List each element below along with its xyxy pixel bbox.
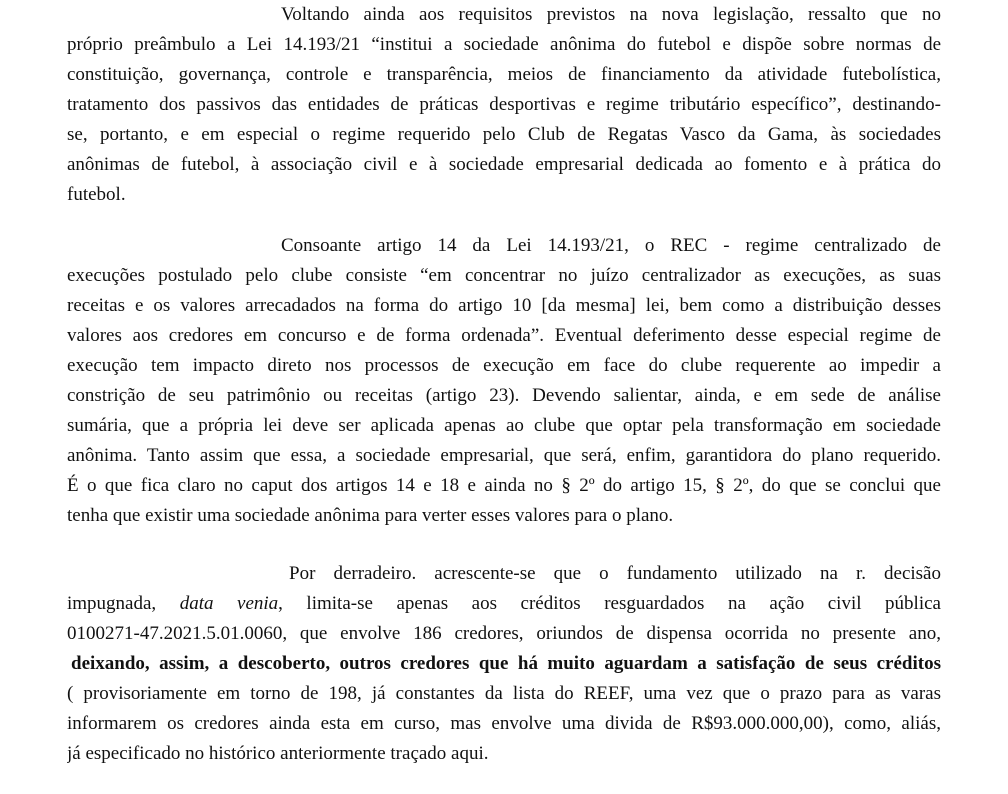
text-line: informarem os credores ainda esta em curso, mas envolve uma divida de R$93.000.000,00), como, aliás, [67, 713, 941, 734]
text-line: sumária, que a própria lei deve ser aplicada apenas ao clube que optar pela transformação em sociedade [67, 415, 941, 436]
text-line: receitas e os valores arrecadados na forma do artigo 10 [da mesma] lei, bem como a distribuição desses [67, 295, 941, 316]
bold-emphasis-line: deixando, assim, a descoberto, outros credores que há muito aguardam a satisfação de seus créditos [71, 653, 941, 674]
text-segment: , limita-se apenas aos créditos resguardados na ação civil pública [278, 593, 941, 614]
text-line: futebol. [67, 184, 126, 205]
text-line: ( provisoriamente em torno de 198, já constantes da lista do REEF, uma vez que o prazo para as varas [67, 683, 941, 704]
paragraph-rec [67, 231, 941, 531]
text-line: tenha que existir uma sociedade anônima para verter esses valores para o plano. [67, 505, 674, 526]
text-line: É o que fica claro no caput dos artigos 14 e 18 e ainda no § 2º do artigo 15, § 2º, do que se conclui que [67, 475, 941, 496]
paragraph-requisitos [67, 0, 941, 210]
text-line: execução tem impacto direto nos processos de execução em face do clube requerente ao impedir a [67, 355, 941, 376]
text-line: Por derradeiro. acrescente-se que o fundamento utilizado na r. decisão [289, 563, 941, 584]
text-line-with-italic [67, 589, 941, 619]
text-line: tratamento dos passivos das entidades de práticas desportivas e regime tributário específico”, destinando- [67, 94, 941, 115]
text-line: próprio preâmbulo a Lei 14.193/21 “institui a sociedade anônima do futebol e dispõe sobre normas de [67, 34, 941, 55]
text-line: execuções postulado pelo clube consiste “em concentrar no juízo centralizador as execuções, as suas [67, 265, 941, 286]
text-segment: impugnada, [67, 593, 180, 614]
italic-term: data venia [179, 593, 279, 614]
text-line: constituição, governança, controle e transparência, meios de financiamento da atividade futebolística, [67, 64, 941, 85]
text-line: anônima. Tanto assim que essa, a sociedade empresarial, que será, enfim, garantidora do plano requerido. [67, 445, 941, 466]
text-line: já especificado no histórico anteriormente traçado aqui. [67, 743, 489, 764]
paragraph-derradeiro [67, 559, 941, 769]
text-line: 0100271-47.2021.5.01.0060, que envolve 186 credores, oriundos de dispensa ocorrida no presente ano, [67, 623, 941, 644]
text-line: constrição de seu patrimônio ou receitas (artigo 23). Devendo salientar, ainda, e em sede de análise [67, 385, 941, 406]
text-line: se, portanto, e em especial o regime requerido pelo Club de Regatas Vasco da Gama, às sociedades [67, 124, 941, 145]
text-line: Voltando ainda aos requisitos previstos na nova legislação, ressalto que no [281, 4, 941, 25]
text-line: anônimas de futebol, à associação civil e à sociedade empresarial dedicada ao fomento e à prática do [67, 154, 941, 175]
text-line: Consoante artigo 14 da Lei 14.193/21, o REC - regime centralizado de [281, 235, 941, 256]
text-line: valores aos credores em concurso e de forma ordenada”. Eventual deferimento desse especial regime de [67, 325, 941, 346]
